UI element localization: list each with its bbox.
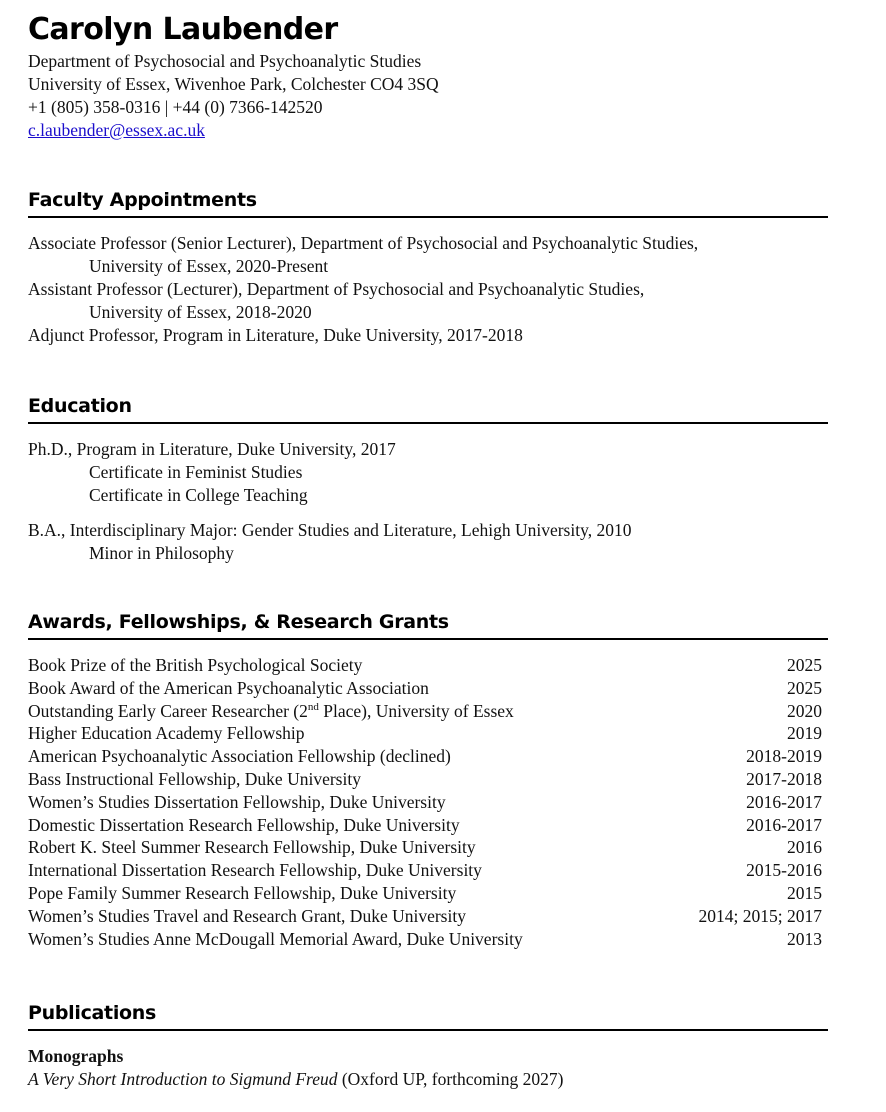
award-name: International Dissertation Research Fellowship, Duke University xyxy=(28,860,482,881)
faculty-item xyxy=(28,232,828,278)
award-row xyxy=(28,905,828,928)
award-year: 2025 xyxy=(787,655,822,675)
award-year: 2019 xyxy=(787,723,822,744)
award-name: Women’s Studies Dissertation Fellowship, Duke University xyxy=(28,791,446,812)
award-row xyxy=(28,836,828,859)
award-name xyxy=(28,700,514,723)
award-row xyxy=(28,791,828,814)
award-name: American Psychoanalytic Association Fellowship (declined) xyxy=(28,746,451,767)
faculty-item-line1: Associate Professor (Senior Lecturer), Department of Psychosocial and Psychoanalytic Studies, xyxy=(28,233,699,253)
department-line: Department of Psychosocial and Psychoanalytic Studies xyxy=(28,51,422,71)
award-row xyxy=(28,928,828,951)
award-name: Robert K. Steel Summer Research Fellowship, Duke University xyxy=(28,837,476,858)
award-row xyxy=(28,882,828,905)
award-year: 2020 xyxy=(787,700,822,721)
award-year: 2013 xyxy=(787,928,822,949)
award-row xyxy=(28,859,828,882)
award-year: 2017-2018 xyxy=(746,768,822,789)
award-row xyxy=(28,814,828,837)
awards-list xyxy=(28,654,828,950)
award-name-sup: nd xyxy=(307,700,319,713)
award-row xyxy=(28,654,828,677)
minor-philosophy: Minor in Philosophy xyxy=(89,543,234,563)
phone-uk: +44 (0) 7366-142520 xyxy=(172,97,323,117)
certificate-feminist: Certificate in Feminist Studies xyxy=(89,462,303,482)
contact-block xyxy=(28,50,828,142)
monographs-subheading: Monographs xyxy=(28,1046,124,1066)
award-name: Book Award of the American Psychoanalytic Association xyxy=(28,677,429,698)
publications-heading: Publications xyxy=(28,1001,828,1031)
award-name: Book Prize of the British Psychological Society xyxy=(28,655,363,675)
awards-heading: Awards, Fellowships, & Research Grants xyxy=(28,610,828,640)
faculty-item-line2: University of Essex, 2020-Present xyxy=(89,256,329,276)
certificate-teaching: Certificate in College Teaching xyxy=(89,485,308,505)
award-year: 2014; 2015; 2017 xyxy=(698,905,822,926)
cv-name: Carolyn Laubender xyxy=(28,12,338,47)
phone-line xyxy=(28,96,828,119)
award-name: Bass Instructional Fellowship, Duke University xyxy=(28,768,361,789)
award-year: 2016-2017 xyxy=(746,791,822,812)
award-name-pre: Outstanding Early Career Researcher (2 xyxy=(28,700,308,721)
faculty-item-line1: Adjunct Professor, Program in Literature, Duke University, 2017-2018 xyxy=(28,325,523,345)
award-year: 2016-2017 xyxy=(746,814,822,835)
faculty-item-line1: Assistant Professor (Lecturer), Department of Psychosocial and Psychoanalytic Studies, xyxy=(28,279,645,299)
faculty-item xyxy=(28,324,828,347)
award-name: Women’s Studies Travel and Research Grant, Duke University xyxy=(28,905,466,926)
award-year: 2025 xyxy=(787,677,822,698)
degree-ba: B.A., Interdisciplinary Major: Gender Studies and Literature, Lehigh University, 2010 xyxy=(28,520,632,540)
award-year: 2018-2019 xyxy=(746,746,822,767)
awards-section xyxy=(28,610,828,950)
faculty-heading: Faculty Appointments xyxy=(28,188,828,218)
faculty-list xyxy=(28,232,828,347)
education-list xyxy=(28,438,828,565)
award-row xyxy=(28,745,828,768)
education-heading: Education xyxy=(28,394,828,424)
award-name: Women’s Studies Anne McDougall Memorial Award, Duke University xyxy=(28,928,523,949)
phone-us: +1 (805) 358-0316 xyxy=(28,97,161,117)
publications-list xyxy=(28,1045,828,1091)
degree-phd: Ph.D., Program in Literature, Duke University, 2017 xyxy=(28,439,396,459)
education-section xyxy=(28,394,828,565)
monograph-entry xyxy=(28,1068,828,1091)
email-link[interactable]: c.laubender@essex.ac.uk xyxy=(28,120,205,140)
award-name: Higher Education Academy Fellowship xyxy=(28,723,305,744)
award-row xyxy=(28,768,828,791)
award-name: Pope Family Summer Research Fellowship, Duke University xyxy=(28,882,457,903)
monograph-details: (Oxford UP, forthcoming 2027) xyxy=(337,1069,564,1089)
faculty-section xyxy=(28,188,828,347)
award-name-post: Place), University of Essex xyxy=(318,700,514,721)
award-year: 2015 xyxy=(787,882,822,903)
monograph-title: A Very Short Introduction to Sigmund Freud xyxy=(28,1069,338,1089)
award-name: Domestic Dissertation Research Fellowship, Duke University xyxy=(28,814,460,835)
award-year: 2015-2016 xyxy=(746,860,822,881)
faculty-item xyxy=(28,278,828,324)
cv-page xyxy=(28,12,828,1089)
award-year: 2016 xyxy=(787,837,822,858)
faculty-item-line2: University of Essex, 2018-2020 xyxy=(89,302,312,322)
publications-section xyxy=(28,1001,828,1091)
award-row xyxy=(28,677,828,700)
phone-separator: | xyxy=(160,97,173,117)
award-row xyxy=(28,722,828,745)
award-row xyxy=(28,700,828,723)
address-line: University of Essex, Wivenhoe Park, Colchester CO4 3SQ xyxy=(28,74,439,94)
